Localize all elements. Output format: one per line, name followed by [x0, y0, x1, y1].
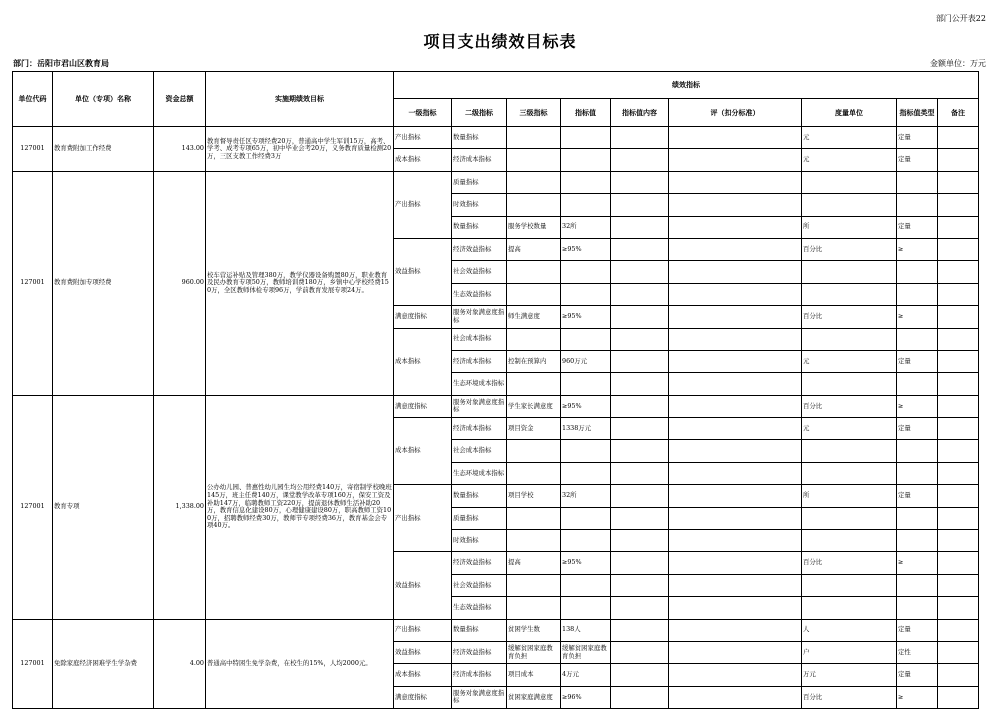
value-content-cell	[611, 149, 669, 171]
value-content-cell	[611, 283, 669, 305]
level2-cell: 质量指标	[452, 171, 507, 193]
value-type-cell: 定量	[897, 619, 938, 641]
value-content-cell	[611, 216, 669, 238]
value-type-cell: 定量	[897, 127, 938, 149]
measure-unit-cell: 元	[802, 127, 897, 149]
measure-unit-cell: 户	[802, 641, 897, 663]
value-type-cell	[897, 462, 938, 484]
level3-cell: 贫困学生数	[507, 619, 561, 641]
remark-cell	[938, 238, 979, 260]
level3-cell	[507, 530, 561, 552]
level1-cell: 成本指标	[394, 664, 452, 686]
value-cell	[561, 283, 611, 305]
level2-cell: 服务对象满意度指标	[452, 306, 507, 328]
header-value-type: 指标值类型	[897, 99, 938, 127]
level2-cell: 时效指标	[452, 194, 507, 216]
value-cell: 缓解贫困家庭教育负担	[561, 641, 611, 663]
level2-cell: 数量指标	[452, 619, 507, 641]
remark-cell	[938, 373, 979, 395]
unit-name-cell: 免除家庭经济困难学生学杂费	[53, 619, 154, 709]
value-cell	[561, 194, 611, 216]
remark-cell	[938, 149, 979, 171]
unit-name-cell: 教育费附加工作经费	[53, 127, 154, 172]
measure-unit-cell	[802, 194, 897, 216]
unit-code-cell: 127001	[13, 619, 53, 709]
page-title: 项目支出绩效目标表	[423, 32, 577, 51]
level2-cell: 经济效益指标	[452, 641, 507, 663]
remark-cell	[938, 171, 979, 193]
level3-cell	[507, 507, 561, 529]
table-row	[13, 619, 979, 641]
value-cell	[561, 261, 611, 283]
level3-cell: 贫困家庭满意度	[507, 686, 561, 708]
measure-unit-cell	[802, 440, 897, 462]
level2-cell: 数量指标	[452, 127, 507, 149]
value-content-cell	[611, 350, 669, 372]
performance-table	[12, 71, 979, 709]
value-content-cell	[611, 574, 669, 596]
level2-cell: 生态效益指标	[452, 283, 507, 305]
total-funds-cell: 4.00	[154, 619, 206, 709]
level3-cell: 缓解贫困家庭教育负担	[507, 641, 561, 663]
header-total-funds: 资金总额	[154, 72, 206, 127]
value-cell	[561, 440, 611, 462]
scoring-cell	[669, 328, 802, 350]
level3-cell: 项目成本	[507, 664, 561, 686]
measure-unit-cell	[802, 171, 897, 193]
measure-unit-cell	[802, 283, 897, 305]
header-level3: 三级指标	[507, 99, 561, 127]
value-type-cell: ≥	[897, 395, 938, 417]
scoring-cell	[669, 641, 802, 663]
value-cell: ≥95%	[561, 238, 611, 260]
value-content-cell	[611, 686, 669, 708]
value-cell: 32所	[561, 485, 611, 507]
level2-cell: 社会效益指标	[452, 574, 507, 596]
amount-unit-label: 金额单位：万元	[930, 59, 986, 68]
value-cell	[561, 530, 611, 552]
value-cell	[561, 507, 611, 529]
measure-unit-cell	[802, 574, 897, 596]
total-funds-cell: 1,338.00	[154, 395, 206, 619]
remark-cell	[938, 216, 979, 238]
scoring-cell	[669, 619, 802, 641]
value-type-cell: 定量	[897, 149, 938, 171]
header-measure-unit: 度量单位	[802, 99, 897, 127]
level3-cell: 服务学校数量	[507, 216, 561, 238]
header-value: 指标值	[561, 99, 611, 127]
value-content-cell	[611, 597, 669, 619]
level2-cell: 经济效益指标	[452, 238, 507, 260]
scoring-cell	[669, 238, 802, 260]
header-scoring: 评（扣分标准）	[669, 99, 802, 127]
level3-cell	[507, 127, 561, 149]
value-content-cell	[611, 641, 669, 663]
measure-unit-cell: 元	[802, 418, 897, 440]
level3-cell	[507, 373, 561, 395]
value-type-cell: ≥	[897, 552, 938, 574]
remark-cell	[938, 440, 979, 462]
scoring-cell	[669, 149, 802, 171]
value-type-cell: 定性	[897, 641, 938, 663]
measure-unit-cell	[802, 530, 897, 552]
value-content-cell	[611, 440, 669, 462]
total-funds-cell: 960.00	[154, 171, 206, 395]
measure-unit-cell: 元	[802, 149, 897, 171]
scoring-cell	[669, 574, 802, 596]
level2-cell: 社会效益指标	[452, 261, 507, 283]
value-cell	[561, 574, 611, 596]
remark-cell	[938, 664, 979, 686]
value-cell	[561, 597, 611, 619]
scoring-cell	[669, 485, 802, 507]
remark-cell	[938, 306, 979, 328]
target-cell: 普通高中特困生免学杂费，在校生的15%，人均2000元。	[206, 619, 394, 709]
remark-cell	[938, 261, 979, 283]
value-cell	[561, 462, 611, 484]
level2-cell: 社会成本指标	[452, 328, 507, 350]
header-level1: 一级指标	[394, 99, 452, 127]
remark-cell	[938, 641, 979, 663]
scoring-cell	[669, 171, 802, 193]
scoring-cell	[669, 507, 802, 529]
value-type-cell	[897, 440, 938, 462]
value-type-cell	[897, 597, 938, 619]
unit-code-cell: 127001	[13, 395, 53, 619]
level3-cell	[507, 328, 561, 350]
value-content-cell	[611, 373, 669, 395]
level3-cell	[507, 261, 561, 283]
level3-cell	[507, 574, 561, 596]
value-cell: ≥95%	[561, 306, 611, 328]
table-row	[13, 171, 979, 193]
value-content-cell	[611, 261, 669, 283]
header-level2: 二级指标	[452, 99, 507, 127]
level1-cell: 满意度指标	[394, 686, 452, 708]
scoring-cell	[669, 216, 802, 238]
measure-unit-cell	[802, 507, 897, 529]
total-funds-cell: 143.00	[154, 127, 206, 172]
remark-cell	[938, 485, 979, 507]
remark-cell	[938, 686, 979, 708]
level3-cell	[507, 440, 561, 462]
remark-cell	[938, 350, 979, 372]
measure-unit-cell	[802, 328, 897, 350]
value-content-cell	[611, 238, 669, 260]
value-content-cell	[611, 194, 669, 216]
value-cell: 960万元	[561, 350, 611, 372]
unit-name-cell: 教育专项	[53, 395, 154, 619]
level1-cell: 效益指标	[394, 552, 452, 619]
value-type-cell: ≥	[897, 238, 938, 260]
level1-cell: 成本指标	[394, 149, 452, 171]
value-type-cell	[897, 530, 938, 552]
remark-cell	[938, 597, 979, 619]
value-type-cell	[897, 261, 938, 283]
level1-cell: 成本指标	[394, 418, 452, 485]
scoring-cell	[669, 395, 802, 417]
value-content-cell	[611, 552, 669, 574]
level3-cell: 学生家长满意度	[507, 395, 561, 417]
value-cell	[561, 149, 611, 171]
value-type-cell	[897, 328, 938, 350]
level1-cell: 产出指标	[394, 485, 452, 552]
value-type-cell: 定量	[897, 350, 938, 372]
scoring-cell	[669, 462, 802, 484]
level2-cell: 经济成本指标	[452, 664, 507, 686]
scoring-cell	[669, 283, 802, 305]
scoring-cell	[669, 194, 802, 216]
header-unit-code: 单位代码	[13, 72, 53, 127]
value-content-cell	[611, 664, 669, 686]
header-value-content: 指标值内容	[611, 99, 669, 127]
value-cell: ≥95%	[561, 552, 611, 574]
remark-cell	[938, 530, 979, 552]
header-perf: 绩效指标	[394, 72, 979, 99]
remark-cell	[938, 574, 979, 596]
level2-cell: 经济成本指标	[452, 418, 507, 440]
target-cell: 教育督导责任区专项经费20万，普通高中学生军训15万，高考、学考、成考专项65万，初中毕业会考20万，义务教育质量检测20万，三区支教工作经费3万	[206, 127, 394, 172]
measure-unit-cell: 所	[802, 216, 897, 238]
value-type-cell: 定量	[897, 485, 938, 507]
measure-unit-cell: 百分比	[802, 238, 897, 260]
measure-unit-cell: 百分比	[802, 306, 897, 328]
remark-cell	[938, 328, 979, 350]
remark-cell	[938, 395, 979, 417]
value-cell: 1338万元	[561, 418, 611, 440]
level1-cell: 效益指标	[394, 238, 452, 305]
value-type-cell	[897, 574, 938, 596]
scoring-cell	[669, 664, 802, 686]
level3-cell: 提高	[507, 238, 561, 260]
measure-unit-cell: 人	[802, 619, 897, 641]
scoring-cell	[669, 373, 802, 395]
value-content-cell	[611, 127, 669, 149]
unit-code-cell: 127001	[13, 127, 53, 172]
level3-cell	[507, 171, 561, 193]
level1-cell: 产出指标	[394, 619, 452, 641]
value-content-cell	[611, 395, 669, 417]
level3-cell	[507, 597, 561, 619]
value-cell: 4万元	[561, 664, 611, 686]
measure-unit-cell	[802, 462, 897, 484]
level2-cell: 时效指标	[452, 530, 507, 552]
scoring-cell	[669, 306, 802, 328]
value-content-cell	[611, 171, 669, 193]
level2-cell: 生态环境成本指标	[452, 373, 507, 395]
level3-cell: 项目学校	[507, 485, 561, 507]
value-cell: ≥96%	[561, 686, 611, 708]
level2-cell: 经济效益指标	[452, 552, 507, 574]
level3-cell	[507, 462, 561, 484]
level3-cell: 控制在预算内	[507, 350, 561, 372]
level1-cell: 产出指标	[394, 127, 452, 149]
remark-cell	[938, 127, 979, 149]
level3-cell	[507, 283, 561, 305]
level3-cell: 师生满意度	[507, 306, 561, 328]
value-type-cell: 定量	[897, 664, 938, 686]
value-content-cell	[611, 328, 669, 350]
measure-unit-cell: 元	[802, 350, 897, 372]
level2-cell: 生态效益指标	[452, 597, 507, 619]
level3-cell: 项目资金	[507, 418, 561, 440]
remark-cell	[938, 283, 979, 305]
value-type-cell: 定量	[897, 418, 938, 440]
level3-cell	[507, 149, 561, 171]
level2-cell: 质量指标	[452, 507, 507, 529]
value-cell	[561, 171, 611, 193]
measure-unit-cell: 百分比	[802, 552, 897, 574]
unit-code-cell: 127001	[13, 171, 53, 395]
level2-cell: 服务对象满意度指标	[452, 686, 507, 708]
scoring-cell	[669, 261, 802, 283]
scoring-cell	[669, 127, 802, 149]
remark-cell	[938, 462, 979, 484]
level2-cell: 生态环境成本指标	[452, 462, 507, 484]
measure-unit-cell	[802, 373, 897, 395]
value-content-cell	[611, 507, 669, 529]
remark-cell	[938, 552, 979, 574]
scoring-cell	[669, 552, 802, 574]
value-type-cell	[897, 194, 938, 216]
value-type-cell: ≥	[897, 686, 938, 708]
value-type-cell	[897, 171, 938, 193]
value-type-cell: ≥	[897, 306, 938, 328]
measure-unit-cell: 万元	[802, 664, 897, 686]
value-cell	[561, 373, 611, 395]
level3-cell	[507, 194, 561, 216]
level2-cell: 经济成本指标	[452, 350, 507, 372]
value-type-cell	[897, 507, 938, 529]
value-cell	[561, 328, 611, 350]
remark-cell	[938, 418, 979, 440]
remark-cell	[938, 194, 979, 216]
level2-cell: 社会成本指标	[452, 440, 507, 462]
scoring-cell	[669, 418, 802, 440]
level2-cell: 经济成本指标	[452, 149, 507, 171]
header-remark: 备注	[938, 99, 979, 127]
unit-name-cell: 教育费附加专项经费	[53, 171, 154, 395]
value-cell	[561, 127, 611, 149]
level2-cell: 服务对象满意度指标	[452, 395, 507, 417]
value-content-cell	[611, 418, 669, 440]
remark-cell	[938, 619, 979, 641]
value-type-cell	[897, 373, 938, 395]
level2-cell: 数量指标	[452, 485, 507, 507]
department-label: 部门：岳阳市君山区教育局	[13, 58, 109, 68]
measure-unit-cell: 百分比	[802, 395, 897, 417]
level3-cell: 提高	[507, 552, 561, 574]
value-content-cell	[611, 530, 669, 552]
target-cell: 公办幼儿园、普惠性幼儿园生均公用经费140万，寄宿制学校晚班145万，班主任费140万，课堂教学改革专项160万，保安工资及补助147万，临聘教师工资220万，提前退休教师生活补助20万，教育信息化建设80万，心理健康建设80万，职高教师工资100万，招聘教师经费30万，教师节专项经费36万，教育基金会专项40万。	[206, 395, 394, 619]
value-type-cell	[897, 283, 938, 305]
page-code: 部门公开表22	[935, 14, 986, 23]
level1-cell: 产出指标	[394, 171, 452, 238]
scoring-cell	[669, 440, 802, 462]
scoring-cell	[669, 597, 802, 619]
level1-cell: 满意度指标	[394, 395, 452, 417]
level1-cell: 满意度指标	[394, 306, 452, 328]
measure-unit-cell	[802, 261, 897, 283]
table-body	[13, 127, 979, 709]
header-unit-name: 单位（专项）名称	[53, 72, 154, 127]
measure-unit-cell: 百分比	[802, 686, 897, 708]
value-cell: 138人	[561, 619, 611, 641]
value-content-cell	[611, 485, 669, 507]
value-content-cell	[611, 619, 669, 641]
value-content-cell	[611, 306, 669, 328]
header-target: 实施期绩效目标	[206, 72, 394, 127]
level2-cell: 数量指标	[452, 216, 507, 238]
table-row	[13, 395, 979, 417]
level1-cell: 效益指标	[394, 641, 452, 663]
target-cell: 校车营运补贴及管理380万，教学仪器设备购置80万，职业教育及民办教育专项50万，教师培训费180万，乡镇中心学校经费150万，全区教师体检专项96万，学前教育发展专项24万。	[206, 171, 394, 395]
value-cell: 32所	[561, 216, 611, 238]
table-row	[13, 127, 979, 149]
value-cell: ≥95%	[561, 395, 611, 417]
remark-cell	[938, 507, 979, 529]
scoring-cell	[669, 350, 802, 372]
value-type-cell: 定量	[897, 216, 938, 238]
measure-unit-cell	[802, 597, 897, 619]
measure-unit-cell: 所	[802, 485, 897, 507]
level1-cell: 成本指标	[394, 328, 452, 395]
scoring-cell	[669, 686, 802, 708]
scoring-cell	[669, 530, 802, 552]
value-content-cell	[611, 462, 669, 484]
